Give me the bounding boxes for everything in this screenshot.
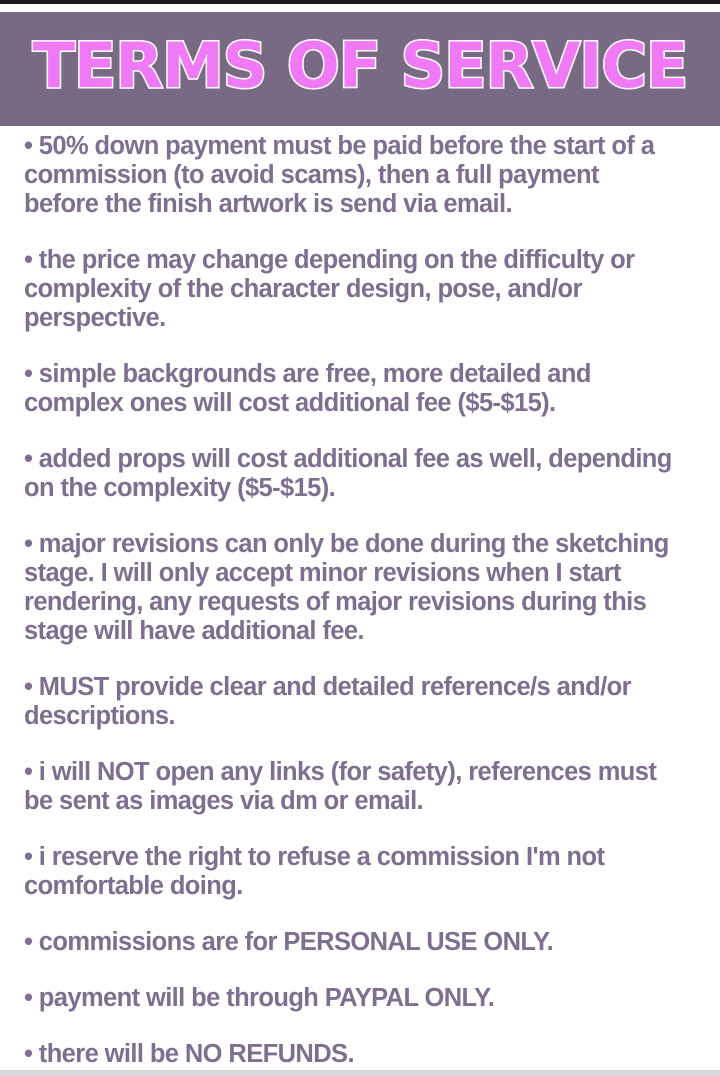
page-title: TERMS OF SERVICE (32, 29, 688, 102)
header-banner (0, 12, 720, 126)
term-item: • the price may change depending on the difficulty or complexity of the character design, pose, and/or perspective. (24, 246, 635, 332)
term-item: • there will be NO REFUNDS. (24, 1040, 354, 1068)
term-item: • simple backgrounds are free, more detailed and complex ones will cost additional fee ($5-$15). (24, 360, 591, 417)
term-item: • added props will cost additional fee as well, depending on the complexity ($5-$15). (24, 445, 672, 502)
term-item: • major revisions can only be done during the sketching stage. I will only accept minor revisions when I start rendering, any requests of major revisions during this stage will have additional fee. (24, 530, 669, 645)
term-item: • 50% down payment must be paid before the start of a commission (to avoid scams), then a full payment before the finish artwork is send via email. (24, 132, 655, 218)
term-item: • payment will be through PAYPAL ONLY. (24, 984, 495, 1012)
term-item: • commissions are for PERSONAL USE ONLY. (24, 928, 554, 956)
bottom-border (0, 1070, 720, 1076)
term-item: • i will NOT open any links (for safety), references must be sent as images via dm or email. (24, 758, 657, 815)
top-border (0, 0, 720, 4)
terms-list (24, 132, 708, 1076)
term-item: • MUST provide clear and detailed reference/s and/or descriptions. (24, 673, 631, 730)
term-item: • i reserve the right to refuse a commission I'm not comfortable doing. (24, 843, 605, 900)
